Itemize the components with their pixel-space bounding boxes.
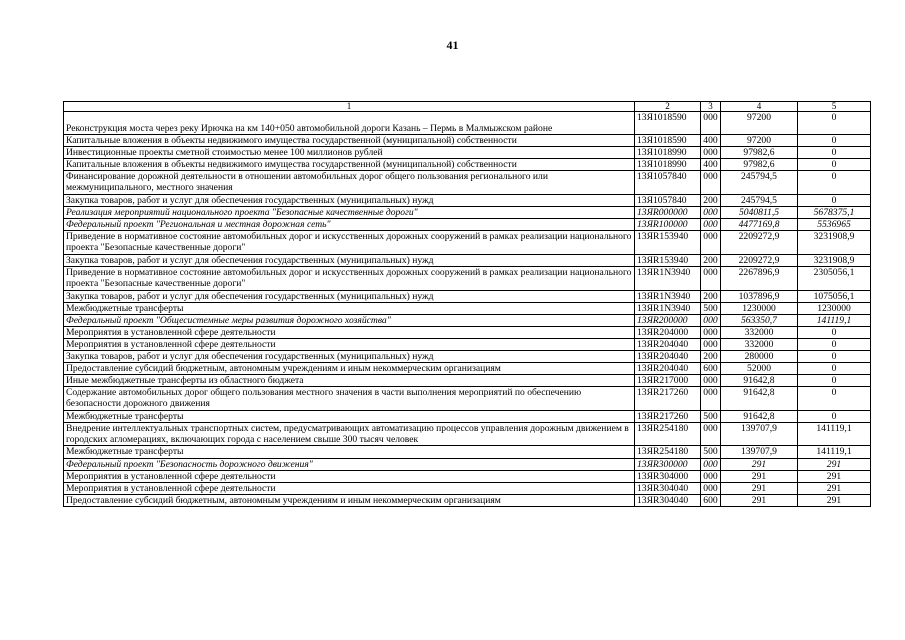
row-value-1-cell: 245794,5 [721,195,798,207]
row-code-cell: 13ЯR304040 [635,483,701,495]
row-code-cell: 13ЯR217260 [635,387,701,411]
row-code-cell: 13ЯR217000 [635,375,701,387]
table-row [64,171,871,195]
row-value-1-cell: 139707,9 [721,423,798,446]
row-value-2-cell: 291 [798,495,871,507]
column-header-3: 3 [701,102,721,112]
row-type-cell: 000 [701,483,721,495]
row-code-cell: 13Я1018990 [635,159,701,171]
row-type-cell: 500 [701,411,721,423]
row-code-cell: 13ЯR254180 [635,423,701,446]
table-row [64,459,871,471]
column-header-1: 1 [64,102,635,112]
row-name-cell: Содержание автомобильных дорог общего пользования местного значения в части выполнения мероприятий по обеспечению безопасности дорожного движения [64,387,635,411]
column-header-4: 4 [721,102,798,112]
row-type-cell: 000 [701,339,721,351]
row-type-cell: 200 [701,351,721,363]
row-name-cell: Закупка товаров, работ и услуг для обеспечения государственных (муниципальных) нужд [64,255,635,267]
row-code-cell: 13ЯR304040 [635,495,701,507]
row-type-cell: 400 [701,135,721,147]
row-value-2-cell: 0 [798,363,871,375]
row-type-cell: 000 [701,171,721,195]
row-value-2-cell: 1075056,1 [798,291,871,303]
row-type-cell: 000 [701,231,721,255]
row-type-cell: 000 [701,112,721,135]
row-value-1-cell: 291 [721,471,798,483]
row-value-1-cell: 2209272,9 [721,231,798,255]
row-value-1-cell: 332000 [721,339,798,351]
row-type-cell: 600 [701,363,721,375]
row-value-1-cell: 280000 [721,351,798,363]
row-code-cell: 13ЯR1N3940 [635,291,701,303]
table-row [64,231,871,255]
row-value-2-cell: 0 [798,171,871,195]
row-code-cell: 13ЯR1N3940 [635,267,701,291]
row-type-cell: 000 [701,423,721,446]
row-value-1-cell: 91642,8 [721,375,798,387]
row-value-1-cell: 2267896,9 [721,267,798,291]
row-value-2-cell: 0 [798,339,871,351]
row-name-cell: Федеральный проект "Региональная и местная дорожная сеть" [64,219,635,231]
row-code-cell: 13ЯR100000 [635,219,701,231]
row-value-1-cell: 4477169,8 [721,219,798,231]
row-type-cell: 000 [701,315,721,327]
row-code-cell: 13ЯR204000 [635,327,701,339]
row-name-cell: Приведение в нормативное состояние автомобильных дорог и искусственных дорожных сооружений в рамках реализации национального проекта "Безопасные качественные дороги" [64,231,635,255]
table-row [64,195,871,207]
row-type-cell: 500 [701,303,721,315]
row-name-cell: Межбюджетные трансферты [64,411,635,423]
row-type-cell: 000 [701,327,721,339]
row-value-1-cell: 139707,9 [721,446,798,459]
table-row [64,411,871,423]
row-value-1-cell: 5040811,5 [721,207,798,219]
row-value-1-cell: 332000 [721,327,798,339]
table-row [64,207,871,219]
row-value-1-cell: 97982,6 [721,159,798,171]
row-value-2-cell: 0 [798,147,871,159]
row-value-2-cell: 0 [798,387,871,411]
row-type-cell: 000 [701,207,721,219]
row-value-1-cell: 291 [721,483,798,495]
row-value-2-cell: 0 [798,375,871,387]
row-value-2-cell: 0 [798,327,871,339]
row-type-cell: 500 [701,446,721,459]
table-row [64,303,871,315]
table-row [64,483,871,495]
row-value-1-cell: 97982,6 [721,147,798,159]
row-code-cell: 13ЯR204040 [635,351,701,363]
budget-table [63,101,871,507]
table-row [64,291,871,303]
row-type-cell: 200 [701,255,721,267]
row-type-cell: 200 [701,195,721,207]
row-type-cell: 000 [701,267,721,291]
row-value-2-cell: 0 [798,195,871,207]
row-value-2-cell: 3231908,9 [798,231,871,255]
row-value-2-cell: 0 [798,351,871,363]
row-value-1-cell: 97200 [721,112,798,135]
row-name-cell: Внедрение интеллектуальных транспортных систем, предусматривающих автоматизацию процессов управления дорожным движением в городских агломерациях, включающих города с населением свыше 300 тысяч человек [64,423,635,446]
table-row [64,135,871,147]
row-code-cell: 13ЯR204040 [635,363,701,375]
row-value-2-cell: 1230000 [798,303,871,315]
row-code-cell: 13ЯR204040 [635,339,701,351]
row-value-2-cell: 0 [798,135,871,147]
row-name-cell: Иные межбюджетные трансферты из областного бюджета [64,375,635,387]
row-value-2-cell: 3231908,9 [798,255,871,267]
row-value-2-cell: 141119,1 [798,446,871,459]
row-code-cell: 13ЯR300000 [635,459,701,471]
table-row [64,315,871,327]
table-row [64,267,871,291]
table-row [64,255,871,267]
row-name-cell: Реконструкция моста через реку Ирючка на км 140+050 автомобильной дороги Казань – Пермь в Малмыжском районе [64,112,635,135]
row-type-cell: 000 [701,387,721,411]
row-code-cell: 13Я1057840 [635,195,701,207]
row-code-cell: 13Я1018590 [635,112,701,135]
row-value-2-cell: 141119,1 [798,423,871,446]
row-type-cell: 000 [701,459,721,471]
table-row [64,159,871,171]
row-type-cell: 000 [701,375,721,387]
row-value-2-cell: 5678375,1 [798,207,871,219]
row-value-2-cell: 291 [798,459,871,471]
row-name-cell: Закупка товаров, работ и услуг для обеспечения государственных (муниципальных) нужд [64,195,635,207]
row-name-cell: Реализация мероприятий национального проекта "Безопасные качественные дороги" [64,207,635,219]
row-name-cell: Финансирование дорожной деятельности в отношении автомобильных дорог общего пользования регионального или межмуниципального, местного значения [64,171,635,195]
table-row [64,147,871,159]
table-row [64,339,871,351]
row-value-1-cell: 563350,7 [721,315,798,327]
row-value-2-cell: 141119,1 [798,315,871,327]
row-value-1-cell: 91642,8 [721,387,798,411]
table-row [64,423,871,446]
row-code-cell: 13Я1018590 [635,135,701,147]
row-name-cell: Капитальные вложения в объекты недвижимого имущества государственной (муниципальной) собственности [64,159,635,171]
table-row [64,495,871,507]
row-name-cell: Мероприятия в установленной сфере деятельности [64,339,635,351]
row-type-cell: 600 [701,495,721,507]
row-value-1-cell: 245794,5 [721,171,798,195]
row-name-cell: Межбюджетные трансферты [64,303,635,315]
table-row [64,363,871,375]
row-name-cell: Предоставление субсидий бюджетным, автономным учреждениям и иным некоммерческим организациям [64,363,635,375]
row-code-cell: 13ЯR217260 [635,411,701,423]
column-header-2: 2 [635,102,701,112]
row-value-1-cell: 91642,8 [721,411,798,423]
row-name-cell: Мероприятия в установленной сфере деятельности [64,327,635,339]
row-name-cell: Инвестиционные проекты сметной стоимостью менее 100 миллионов рублей [64,147,635,159]
row-code-cell: 13ЯR304000 [635,471,701,483]
row-value-2-cell: 0 [798,411,871,423]
row-value-1-cell: 52000 [721,363,798,375]
row-value-1-cell: 291 [721,459,798,471]
row-value-2-cell: 0 [798,159,871,171]
row-code-cell: 13ЯR153940 [635,231,701,255]
table-row [64,471,871,483]
row-name-cell: Федеральный проект "Общесистемные меры развития дорожного хозяйства" [64,315,635,327]
row-value-1-cell: 1230000 [721,303,798,315]
row-code-cell: 13ЯR000000 [635,207,701,219]
table-row [64,327,871,339]
row-name-cell: Закупка товаров, работ и услуг для обеспечения государственных (муниципальных) нужд [64,291,635,303]
row-type-cell: 000 [701,219,721,231]
row-type-cell: 000 [701,147,721,159]
row-code-cell: 13Я1018990 [635,147,701,159]
row-name-cell: Федеральный проект "Безопасность дорожного движения" [64,459,635,471]
row-name-cell: Предоставление субсидий бюджетным, автономным учреждениям и иным некоммерческим организациям [64,495,635,507]
row-value-2-cell: 291 [798,483,871,495]
table-row [64,387,871,411]
table-row [64,446,871,459]
row-code-cell: 13ЯR254180 [635,446,701,459]
table-row [64,219,871,231]
table-row [64,375,871,387]
row-code-cell: 13ЯR153940 [635,255,701,267]
row-value-2-cell: 5536965 [798,219,871,231]
row-name-cell: Приведение в нормативное состояние автомобильных дорог и искусственных дорожных сооружений в рамках реализации национального проекта "Безопасные качественные дороги" [64,267,635,291]
row-value-1-cell: 2209272,9 [721,255,798,267]
row-value-1-cell: 291 [721,495,798,507]
row-type-cell: 200 [701,291,721,303]
row-value-1-cell: 1037896,9 [721,291,798,303]
row-code-cell: 13ЯR200000 [635,315,701,327]
row-name-cell: Закупка товаров, работ и услуг для обеспечения государственных (муниципальных) нужд [64,351,635,363]
row-name-cell: Межбюджетные трансферты [64,446,635,459]
row-type-cell: 000 [701,471,721,483]
page-number: 41 [446,38,459,52]
row-value-2-cell: 2305056,1 [798,267,871,291]
table-row [64,112,871,135]
row-code-cell: 13Я1057840 [635,171,701,195]
column-header-5: 5 [798,102,871,112]
table-row [64,351,871,363]
row-code-cell: 13ЯR1N3940 [635,303,701,315]
row-name-cell: Капитальные вложения в объекты недвижимого имущества государственной (муниципальной) собственности [64,135,635,147]
row-type-cell: 400 [701,159,721,171]
row-name-cell: Мероприятия в установленной сфере деятельности [64,483,635,495]
table-header-row [64,102,871,112]
row-value-2-cell: 0 [798,112,871,135]
row-value-2-cell: 291 [798,471,871,483]
row-value-1-cell: 97200 [721,135,798,147]
row-name-cell: Мероприятия в установленной сфере деятельности [64,471,635,483]
